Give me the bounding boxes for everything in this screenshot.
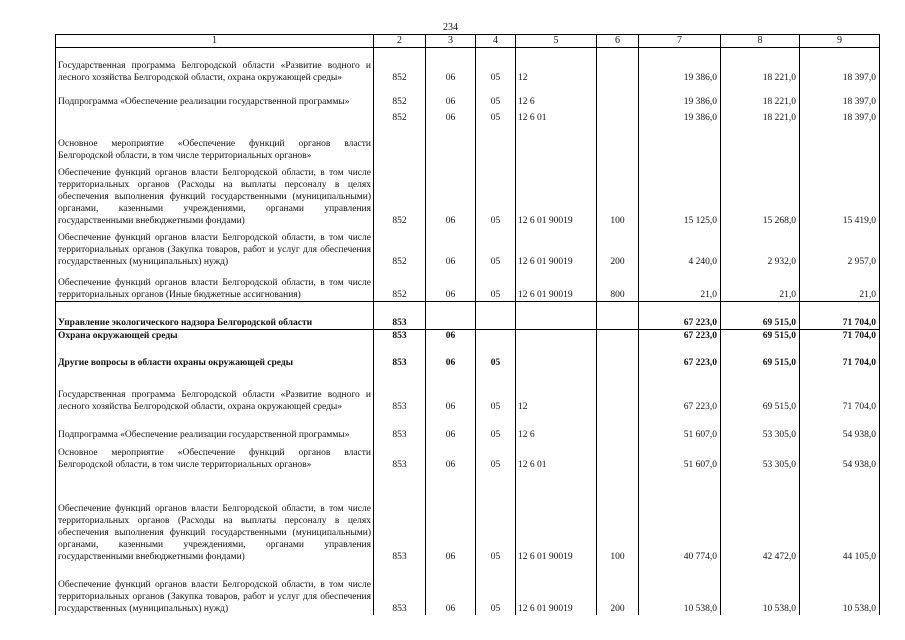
cell-subsection: 05 — [476, 413, 516, 441]
cell-code: 852 — [374, 48, 426, 84]
header-cell: 2 — [374, 35, 426, 48]
cell-value: 19 386,0 — [639, 84, 721, 108]
row-name: Основное мероприятие «Обеспечение функций органов власти Белгородской области, в том числе территориальных органов» — [56, 108, 374, 162]
cell-target: 12 6 — [516, 84, 597, 108]
row-name: Управление экологического надзора Белгородской области — [56, 302, 374, 330]
cell-value: 19 386,0 — [639, 48, 721, 84]
cell-target: 12 6 01 90019 — [516, 471, 597, 563]
cell-subsection: 05 — [476, 471, 516, 563]
cell-target — [516, 330, 597, 343]
table-row — [56, 108, 880, 162]
cell-value: 40 774,0 — [639, 471, 721, 563]
cell-value: 15 125,0 — [639, 162, 721, 227]
cell-section: 06 — [426, 369, 476, 413]
table-row — [56, 471, 880, 563]
header-row — [56, 35, 880, 48]
cell-type — [597, 108, 639, 162]
table-row — [56, 302, 880, 330]
cell-subsection — [476, 302, 516, 330]
cell-type: 800 — [597, 268, 639, 302]
cell-value: 4 240,0 — [639, 227, 721, 268]
cell-type — [597, 302, 639, 330]
cell-section: 06 — [426, 330, 476, 343]
cell-type — [597, 330, 639, 343]
row-name: Обеспечение функций органов власти Белгородской области, в том числе территориальных органов (Иные бюджетные ассигнования) — [56, 268, 374, 302]
cell-section: 06 — [426, 227, 476, 268]
cell-value: 18 397,0 — [800, 108, 880, 162]
row-name: Другие вопросы в области охраны окружающей среды — [56, 342, 374, 369]
header-cell: 4 — [476, 35, 516, 48]
cell-target: 12 6 01 90019 — [516, 227, 597, 268]
row-name: Обеспечение функций органов власти Белгородской области, в том числе территориальных органов (Закупка товаров, работ и услуг для обеспечения государственных (муниципальных) нужд) — [56, 563, 374, 615]
cell-subsection — [476, 330, 516, 343]
cell-code: 852 — [374, 162, 426, 227]
cell-code: 853 — [374, 302, 426, 330]
cell-code: 852 — [374, 227, 426, 268]
cell-target: 12 6 01 — [516, 441, 597, 471]
table-row — [56, 162, 880, 227]
row-name: Обеспечение функций органов власти Белгородской области, в том числе территориальных органов (Расходы на выплаты персоналу в целях обеспечения выполнения функций государственными (муниципальными) органами, казенными учреждениями, органами управления государственными внебюджетными фондами) — [56, 162, 374, 227]
cell-section: 06 — [426, 441, 476, 471]
cell-subsection: 05 — [476, 441, 516, 471]
row-name: Государственная программа Белгородской области «Развитие водного и лесного хозяйства Белгородской области, охрана окружающей среды» — [56, 48, 374, 84]
row-name: Подпрограмма «Обеспечение реализации государственной программы» — [56, 413, 374, 441]
cell-value: 71 704,0 — [800, 330, 880, 343]
row-name: Охрана окружающей среды — [56, 330, 374, 343]
table-row — [56, 330, 880, 343]
header-cell: 5 — [516, 35, 597, 48]
cell-type — [597, 369, 639, 413]
cell-section: 06 — [426, 84, 476, 108]
cell-value: 53 305,0 — [721, 441, 800, 471]
cell-section: 06 — [426, 563, 476, 615]
header-cell: 1 — [56, 35, 374, 48]
cell-code: 853 — [374, 441, 426, 471]
header-cell: 9 — [800, 35, 880, 48]
cell-subsection: 05 — [476, 268, 516, 302]
cell-section: 06 — [426, 48, 476, 84]
cell-target: 12 6 01 90019 — [516, 563, 597, 615]
cell-value: 69 515,0 — [721, 369, 800, 413]
cell-target: 12 6 — [516, 413, 597, 441]
cell-value: 69 515,0 — [721, 302, 800, 330]
cell-value: 54 938,0 — [800, 441, 880, 471]
cell-code: 853 — [374, 369, 426, 413]
table-row — [56, 84, 880, 108]
cell-value: 15 268,0 — [721, 162, 800, 227]
cell-value: 21,0 — [721, 268, 800, 302]
cell-value: 53 305,0 — [721, 413, 800, 441]
table-row — [56, 268, 880, 302]
cell-code: 852 — [374, 108, 426, 162]
cell-subsection: 05 — [476, 563, 516, 615]
cell-code: 853 — [374, 563, 426, 615]
row-name: Обеспечение функций органов власти Белгородской области, в том числе территориальных органов (Закупка товаров, работ и услуг для обеспечения государственных (муниципальных) нужд) — [56, 227, 374, 268]
cell-code: 853 — [374, 413, 426, 441]
cell-value: 51 607,0 — [639, 413, 721, 441]
cell-code: 852 — [374, 84, 426, 108]
cell-value: 18 397,0 — [800, 48, 880, 84]
cell-subsection: 05 — [476, 162, 516, 227]
cell-value: 10 538,0 — [721, 563, 800, 615]
table-row — [56, 441, 880, 471]
cell-type — [597, 342, 639, 369]
row-name: Основное мероприятие «Обеспечение функций органов власти Белгородской области, в том числе территориальных органов» — [56, 441, 374, 471]
cell-value: 71 704,0 — [800, 369, 880, 413]
table-row — [56, 413, 880, 441]
cell-type: 100 — [597, 162, 639, 227]
cell-type — [597, 48, 639, 84]
cell-code: 853 — [374, 471, 426, 563]
cell-value: 2 932,0 — [721, 227, 800, 268]
cell-target: 12 6 01 — [516, 108, 597, 162]
cell-type — [597, 413, 639, 441]
cell-section: 06 — [426, 413, 476, 441]
cell-value: 19 386,0 — [639, 108, 721, 162]
cell-subsection: 05 — [476, 84, 516, 108]
row-name: Государственная программа Белгородской области «Развитие водного и лесного хозяйства Белгородской области, охрана окружающей среды» — [56, 369, 374, 413]
cell-value: 18 397,0 — [800, 84, 880, 108]
cell-subsection: 05 — [476, 369, 516, 413]
table-row — [56, 227, 880, 268]
cell-target: 12 6 01 90019 — [516, 268, 597, 302]
cell-value: 51 607,0 — [639, 441, 721, 471]
cell-value: 67 223,0 — [639, 302, 721, 330]
header-cell: 8 — [721, 35, 800, 48]
cell-value: 69 515,0 — [721, 330, 800, 343]
cell-value: 15 419,0 — [800, 162, 880, 227]
cell-target: 12 — [516, 48, 597, 84]
budget-table — [55, 34, 880, 615]
header-cell: 3 — [426, 35, 476, 48]
cell-value: 10 538,0 — [800, 563, 880, 615]
cell-value: 18 221,0 — [721, 108, 800, 162]
cell-value: 18 221,0 — [721, 48, 800, 84]
cell-type — [597, 84, 639, 108]
cell-value: 44 105,0 — [800, 471, 880, 563]
cell-code: 853 — [374, 342, 426, 369]
cell-value: 42 472,0 — [721, 471, 800, 563]
cell-value: 67 223,0 — [639, 330, 721, 343]
table-row — [56, 369, 880, 413]
page-number: 234 — [443, 22, 458, 33]
row-name: Обеспечение функций органов власти Белгородской области, в том числе территориальных органов (Расходы на выплаты персоналу в целях обеспечения выполнения функций государственными (муниципальными) органами, казенными учреждениями, органами управления государственными внебюджетными фондами) — [56, 471, 374, 563]
header-cell: 7 — [639, 35, 721, 48]
cell-value: 54 938,0 — [800, 413, 880, 441]
cell-value: 67 223,0 — [639, 342, 721, 369]
cell-type: 200 — [597, 563, 639, 615]
cell-section: 06 — [426, 342, 476, 369]
cell-section: 06 — [426, 471, 476, 563]
cell-code: 853 — [374, 330, 426, 343]
cell-value: 2 957,0 — [800, 227, 880, 268]
cell-target: 12 — [516, 369, 597, 413]
cell-value: 10 538,0 — [639, 563, 721, 615]
cell-type: 100 — [597, 471, 639, 563]
table-row — [56, 342, 880, 369]
cell-value: 21,0 — [800, 268, 880, 302]
cell-section: 06 — [426, 162, 476, 227]
cell-code: 852 — [374, 268, 426, 302]
table-row — [56, 48, 880, 84]
cell-value: 67 223,0 — [639, 369, 721, 413]
cell-value: 71 704,0 — [800, 302, 880, 330]
cell-value: 71 704,0 — [800, 342, 880, 369]
cell-type: 200 — [597, 227, 639, 268]
cell-section: 06 — [426, 108, 476, 162]
cell-target: 12 6 01 90019 — [516, 162, 597, 227]
cell-value: 69 515,0 — [721, 342, 800, 369]
cell-section — [426, 302, 476, 330]
cell-section: 06 — [426, 268, 476, 302]
cell-subsection: 05 — [476, 108, 516, 162]
cell-subsection: 05 — [476, 48, 516, 84]
cell-subsection: 05 — [476, 227, 516, 268]
header-cell: 6 — [597, 35, 639, 48]
cell-target — [516, 342, 597, 369]
row-name: Подпрограмма «Обеспечение реализации государственной программы» — [56, 84, 374, 108]
cell-target — [516, 302, 597, 330]
cell-value: 21,0 — [639, 268, 721, 302]
cell-type — [597, 441, 639, 471]
table-row — [56, 563, 880, 615]
cell-value: 18 221,0 — [721, 84, 800, 108]
cell-subsection: 05 — [476, 342, 516, 369]
